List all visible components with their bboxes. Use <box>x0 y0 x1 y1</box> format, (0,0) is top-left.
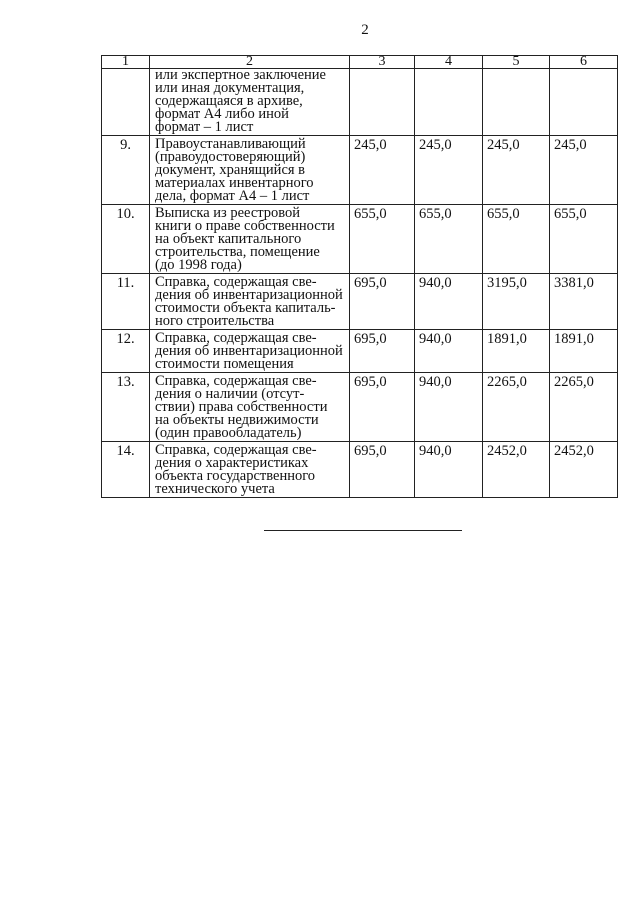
column-header: 2 <box>150 56 350 69</box>
description-line: строительства, помещение <box>155 244 320 260</box>
description-line: Справка, содержащая све- <box>155 442 317 458</box>
fee-value-v6: 1891,0 <box>550 330 618 373</box>
description-line: объекта государственного <box>155 468 316 484</box>
fee-value-v5: 245,0 <box>483 136 550 205</box>
fee-value-v4: 245,0 <box>415 136 483 205</box>
end-divider <box>264 530 462 531</box>
row-description <box>150 442 350 498</box>
table-row <box>102 136 618 205</box>
column-header: 5 <box>483 56 550 69</box>
fee-value-v4 <box>415 69 483 136</box>
column-header: 3 <box>350 56 415 69</box>
description-line: материалах инвентарного <box>155 175 314 191</box>
table-row <box>102 274 618 330</box>
description-line: книги о праве собственности <box>155 218 335 234</box>
description-line: содержащаяся в архиве, <box>155 93 303 109</box>
row-description <box>150 136 350 205</box>
row-number: 12. <box>102 330 150 373</box>
column-header: 4 <box>415 56 483 69</box>
description-line: стоимости объекта капиталь- <box>155 300 336 316</box>
row-description <box>150 205 350 274</box>
description-line: дения об инвентаризационной <box>155 343 343 359</box>
description-line: или иная документация, <box>155 80 305 96</box>
description-line: Выписка из реестровой <box>155 205 301 221</box>
description-line: (один правообладатель) <box>155 425 302 441</box>
fee-value-v4: 655,0 <box>415 205 483 274</box>
description-line: формат – 1 лист <box>155 119 254 135</box>
row-number: 13. <box>102 373 150 442</box>
fee-value-v6: 3381,0 <box>550 274 618 330</box>
row-number: 9. <box>102 136 150 205</box>
fee-value-v5: 655,0 <box>483 205 550 274</box>
fee-value-v6: 245,0 <box>550 136 618 205</box>
description-line: стоимости помещения <box>155 356 294 372</box>
description-line: Правоустанавливающий <box>155 136 306 152</box>
fee-value-v6: 2265,0 <box>550 373 618 442</box>
fee-value-v4: 940,0 <box>415 373 483 442</box>
fee-value-v4: 940,0 <box>415 442 483 498</box>
fee-value-v3: 655,0 <box>350 205 415 274</box>
description-line: (до 1998 года) <box>155 257 242 273</box>
fee-value-v5: 3195,0 <box>483 274 550 330</box>
description-line: формат А4 либо иной <box>155 106 289 122</box>
table-row <box>102 69 618 136</box>
row-number: 11. <box>102 274 150 330</box>
fee-value-v6: 655,0 <box>550 205 618 274</box>
fee-value-v3 <box>350 69 415 136</box>
table-row <box>102 373 618 442</box>
description-line: дела, формат А4 – 1 лист <box>155 188 310 204</box>
row-number: 10. <box>102 205 150 274</box>
table-row <box>102 205 618 274</box>
fee-value-v4: 940,0 <box>415 330 483 373</box>
description-line: ствии) права собственности <box>155 399 328 415</box>
fee-value-v6 <box>550 69 618 136</box>
description-line: (правоудостоверяющий) <box>155 149 306 165</box>
description-line: технического учета <box>155 481 275 497</box>
fee-value-v5: 1891,0 <box>483 330 550 373</box>
table-row <box>102 330 618 373</box>
description-line: или экспертное заключение <box>155 67 326 83</box>
fee-value-v4: 940,0 <box>415 274 483 330</box>
description-line: Справка, содержащая све- <box>155 330 317 346</box>
description-line: на объекты недвижимости <box>155 412 319 428</box>
fee-value-v3: 695,0 <box>350 442 415 498</box>
column-header: 6 <box>550 56 618 69</box>
fee-value-v5: 2452,0 <box>483 442 550 498</box>
description-line: документ, хранящийся в <box>155 162 306 178</box>
fee-value-v5 <box>483 69 550 136</box>
row-number <box>102 69 150 136</box>
row-description <box>150 330 350 373</box>
description-line: дения о характеристиках <box>155 455 309 471</box>
table-row <box>102 442 618 498</box>
row-number: 14. <box>102 442 150 498</box>
fee-value-v3: 695,0 <box>350 373 415 442</box>
row-description <box>150 373 350 442</box>
description-line: дения о наличии (отсут- <box>155 386 305 402</box>
fee-value-v6: 2452,0 <box>550 442 618 498</box>
description-line: на объект капитального <box>155 231 302 247</box>
row-description <box>150 69 350 136</box>
description-line: Справка, содержащая све- <box>155 274 317 290</box>
column-header: 1 <box>102 56 150 69</box>
description-line: Справка, содержащая све- <box>155 373 317 389</box>
description-line: ного строительства <box>155 313 275 329</box>
fee-value-v3: 245,0 <box>350 136 415 205</box>
page-number: 2 <box>361 22 369 38</box>
fee-value-v3: 695,0 <box>350 330 415 373</box>
fees-table <box>101 55 618 498</box>
description-line: дения об инвентаризационной <box>155 287 343 303</box>
fee-value-v5: 2265,0 <box>483 373 550 442</box>
fee-value-v3: 695,0 <box>350 274 415 330</box>
table-body <box>102 69 618 498</box>
row-description <box>150 274 350 330</box>
